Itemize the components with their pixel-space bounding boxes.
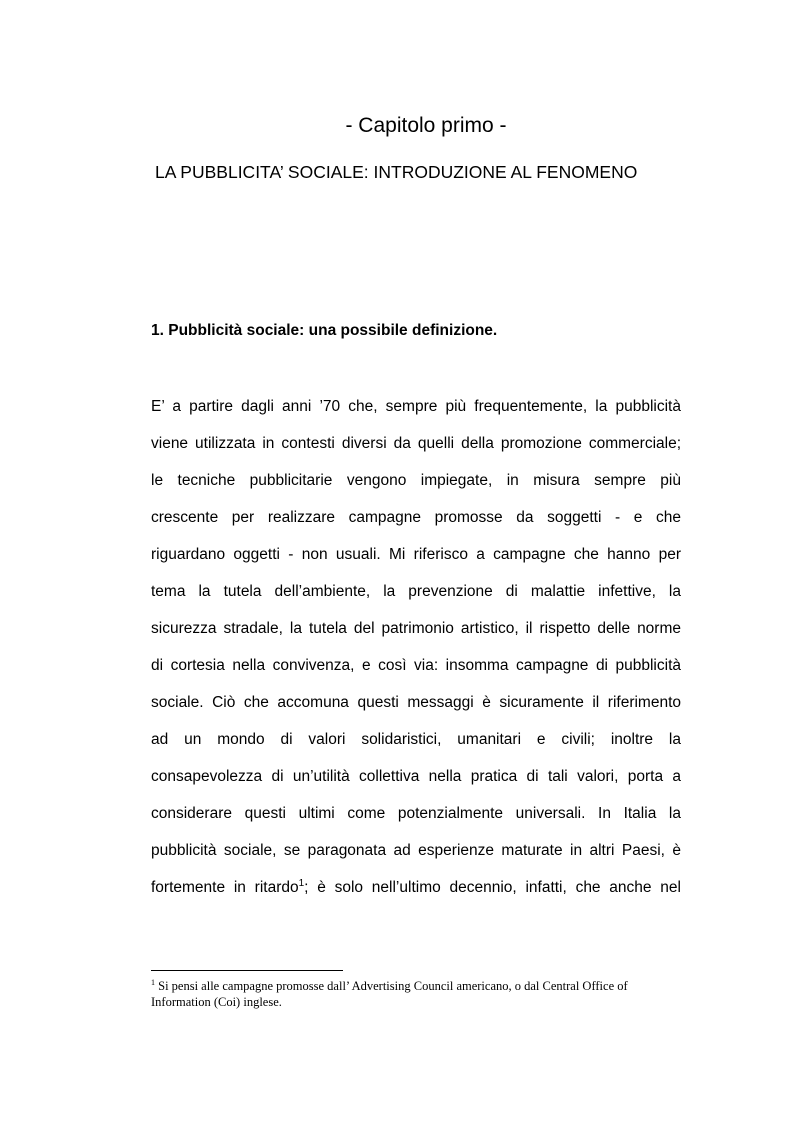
body-line: pubblicità sociale, se paragonata ad esperienze maturate in altri Paesi, è	[151, 842, 681, 859]
body-line: ad un mondo di valori solidaristici, umanitari e civili; inoltre la	[151, 731, 681, 748]
body-line: crescente per realizzare campagne promosse da soggetti - e che	[151, 509, 681, 526]
body-line-text: fortemente in ritardo	[151, 879, 299, 896]
body-line: E’ a partire dagli anni ’70 che, sempre più frequentemente, la pubblicità	[151, 398, 681, 415]
body-paragraph	[151, 391, 681, 909]
footnote-line	[151, 978, 681, 994]
body-line: sicurezza stradale, la tutela del patrimonio artistico, il rispetto delle norme	[151, 620, 681, 637]
footnote-text: Si pensi alle campagne promosse dall’ Advertising Council americano, o dal Central Office of	[155, 979, 628, 993]
body-line-text: ; è solo nell’ultimo decennio, infatti, che anche nel	[304, 879, 681, 896]
body-line: considerare questi ultimi come potenzialmente universali. In Italia la	[151, 805, 681, 822]
body-line: riguardano oggetti - non usuali. Mi riferisco a campagne che hanno per	[151, 546, 681, 563]
footnote-divider	[151, 970, 343, 971]
footnote-line: Information (Coi) inglese.	[151, 995, 282, 1009]
body-line-last	[151, 872, 681, 909]
body-line: tema la tutela dell’ambiente, la prevenzione di malattie infettive, la	[151, 583, 681, 600]
body-line: le tecniche pubblicitarie vengono impiegate, in misura sempre più	[151, 472, 681, 489]
footnote	[151, 978, 681, 1010]
body-line: viene utilizzata in contesti diversi da quelli della promozione commerciale;	[151, 435, 681, 452]
footnote-reference[interactable]: 1	[298, 877, 305, 889]
chapter-label: - Capitolo primo -	[345, 114, 507, 137]
body-line: di cortesia nella convivenza, e così via: insomma campagne di pubblicità	[151, 657, 681, 674]
section-heading: 1. Pubblicità sociale: una possibile definizione.	[151, 322, 498, 339]
footnote-marker: 1	[151, 977, 155, 987]
chapter-title: LA PUBBLICITA’ SOCIALE: INTRODUZIONE AL FENOMENO	[155, 162, 638, 182]
body-line: sociale. Ciò che accomuna questi messaggi è sicuramente il riferimento	[151, 694, 681, 711]
body-line: consapevolezza di un’utilità collettiva nella pratica di tali valori, porta a	[151, 768, 681, 785]
